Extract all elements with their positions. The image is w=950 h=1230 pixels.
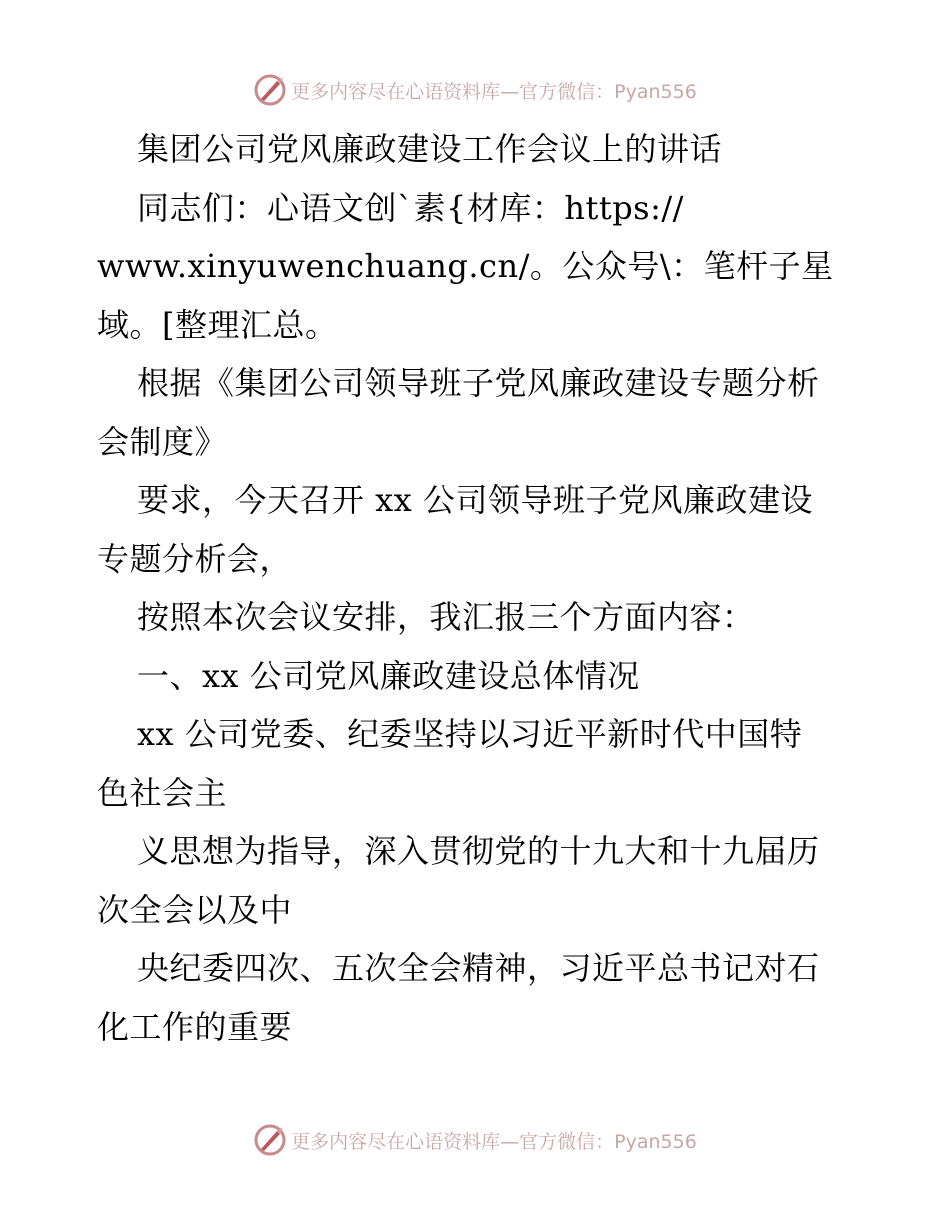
text-line: 义思想为指导，深入贯彻党的十九大和十九届历	[137, 832, 820, 870]
document-body	[97, 120, 857, 1056]
text-line: 一、xx 公司党风廉政建设总体情况	[137, 656, 640, 695]
text-line: 专题分析会，	[97, 539, 293, 578]
text-line: 要求，今天召开 xx 公司领导班子党风廉政建设	[137, 481, 813, 519]
quill-logo-icon	[253, 73, 287, 107]
text-line: 根据《集团公司领导班子党风廉政建设专题分析	[137, 364, 820, 402]
text-line: 会制度》	[97, 422, 228, 461]
text-line: 色社会主	[97, 773, 228, 812]
text-line: 域。[整理汇总。	[97, 305, 338, 344]
footer-watermark	[0, 1120, 950, 1160]
text-line: 按照本次会议安排，我汇报三个方面内容：	[137, 598, 755, 636]
watermark-text: 更多内容尽在心语资料库—官方微信：Pyan556	[291, 1130, 697, 1153]
text-line: xx 公司党委、纪委坚持以习近平新时代中国特	[137, 715, 803, 753]
text-line: www.xinyuwenchuang.cn/。公众号\：笔杆子星	[97, 247, 834, 285]
header-watermark	[0, 70, 950, 110]
text-line: 央纪委四次、五次全会精神，习近平总书记对石	[137, 949, 820, 987]
quill-logo-icon	[253, 1123, 287, 1157]
text-line: 次全会以及中	[97, 890, 293, 929]
text-line: 化工作的重要	[97, 1007, 293, 1046]
text-line: 同志们：心语文创`素{材库：https://	[137, 188, 684, 227]
text-line: 集团公司党风廉政建设工作会议上的讲话	[137, 130, 723, 168]
watermark-text: 更多内容尽在心语资料库—官方微信：Pyan556	[291, 80, 697, 103]
